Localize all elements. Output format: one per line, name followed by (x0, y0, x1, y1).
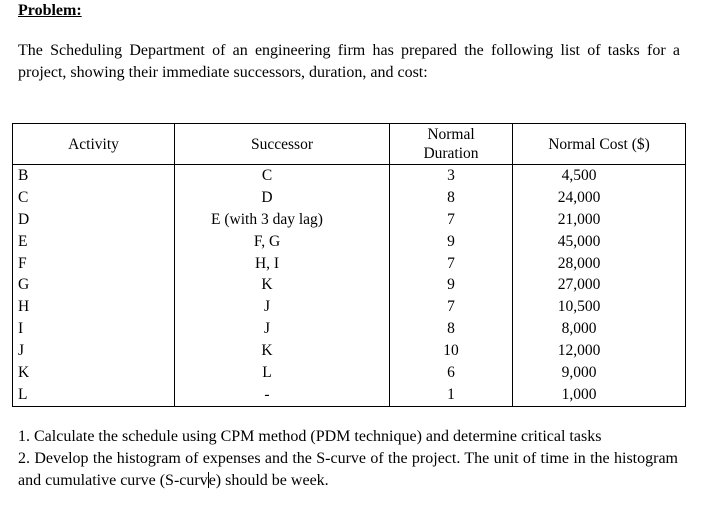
table-row (13, 165, 686, 187)
duration-cell: 7 (390, 296, 513, 318)
activity-cell: F (13, 253, 175, 275)
header-activity: Activity (13, 124, 175, 165)
problem-intro: The Scheduling Department of an engineering firm has prepared the following list of tasks for a project, showing their immediate successors, duration, and cost: (18, 42, 680, 81)
table-header-row (13, 124, 686, 165)
problem-heading: Problem: (18, 2, 82, 19)
activity-cell: B (13, 165, 175, 187)
header-duration (390, 124, 513, 165)
question-2-text-start: 2. Develop the histogram of expenses and the S-curve of the project. The unit of time in the histogram and cumulative curve (S-curv (18, 450, 678, 489)
duration-cell: 8 (390, 318, 513, 340)
cost-cell: 28,000 (513, 253, 686, 275)
duration-cell: 7 (390, 253, 513, 275)
question-2-text-end: e) should be week. (208, 472, 329, 489)
question-2 (18, 448, 678, 492)
successor-cell: H, I (175, 253, 390, 275)
table-row (13, 340, 686, 362)
cost-cell: 9,000 (513, 362, 686, 384)
cost-cell: 45,000 (513, 231, 686, 253)
table-row (13, 318, 686, 340)
table-row (13, 296, 686, 318)
cost-cell: 1,000 (513, 384, 686, 406)
cost-cell: 21,000 (513, 209, 686, 231)
activity-cell: I (13, 318, 175, 340)
successor-cell: J (175, 296, 390, 318)
activity-cell: C (13, 187, 175, 209)
questions (18, 426, 678, 492)
header-cost: Normal Cost ($) (513, 124, 686, 165)
table-row (13, 274, 686, 296)
duration-cell: 1 (390, 384, 513, 406)
duration-cell: 7 (390, 209, 513, 231)
table-row (13, 362, 686, 384)
table-row (13, 231, 686, 253)
duration-cell: 6 (390, 362, 513, 384)
activity-cell: G (13, 274, 175, 296)
activity-cell: D (13, 209, 175, 231)
successor-cell: F, G (175, 231, 390, 253)
activity-cell: E (13, 231, 175, 253)
cost-cell: 12,000 (513, 340, 686, 362)
successor-cell: - (175, 384, 390, 406)
header-duration-line2: Duration (423, 145, 479, 162)
header-successor: Successor (175, 124, 390, 165)
duration-cell: 10 (390, 340, 513, 362)
duration-cell: 9 (390, 274, 513, 296)
duration-cell: 3 (390, 165, 513, 187)
activity-cell: H (13, 296, 175, 318)
successor-cell: J (175, 318, 390, 340)
cost-cell: 24,000 (513, 187, 686, 209)
successor-cell: K (175, 340, 390, 362)
question-1: 1. Calculate the schedule using CPM method (PDM technique) and determine critical tasks (18, 428, 602, 445)
successor-cell: K (175, 274, 390, 296)
successor-cell: E (with 3 day lag) (175, 209, 390, 231)
cost-cell: 10,500 (513, 296, 686, 318)
task-table (12, 123, 686, 407)
cost-cell: 8,000 (513, 318, 686, 340)
successor-cell: C (175, 165, 390, 187)
activity-cell: L (13, 384, 175, 406)
duration-cell: 9 (390, 231, 513, 253)
activity-cell: J (13, 340, 175, 362)
table-row (13, 187, 686, 209)
cost-cell: 4,500 (513, 165, 686, 187)
cost-cell: 27,000 (513, 274, 686, 296)
task-table-body (13, 165, 686, 407)
activity-cell: K (13, 362, 175, 384)
table-row (13, 209, 686, 231)
successor-cell: D (175, 187, 390, 209)
successor-cell: L (175, 362, 390, 384)
header-duration-line1: Normal (427, 126, 475, 143)
table-row (13, 253, 686, 275)
table-row (13, 384, 686, 406)
duration-cell: 8 (390, 187, 513, 209)
